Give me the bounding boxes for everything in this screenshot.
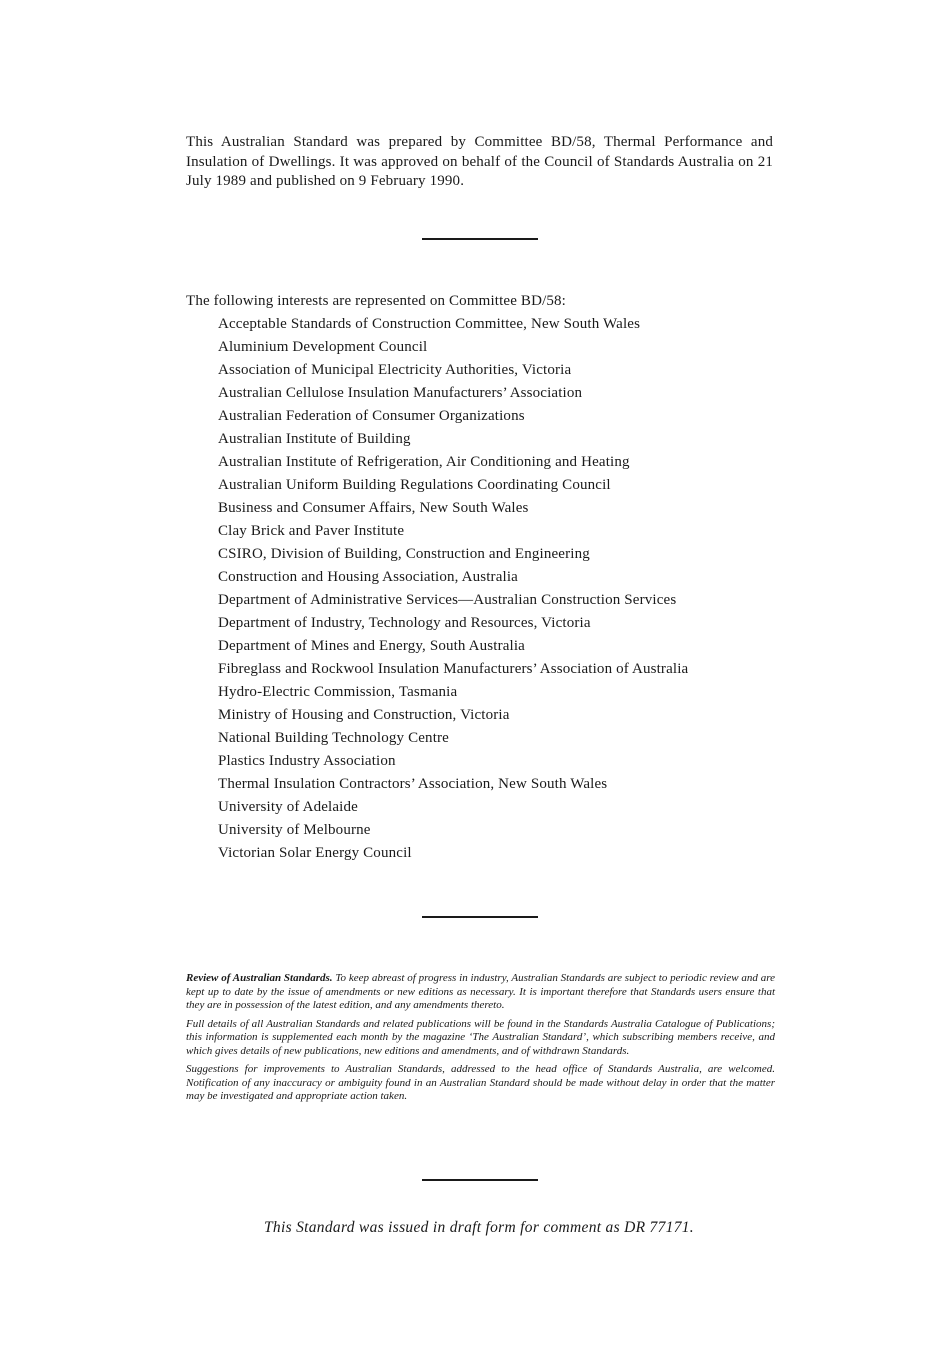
committee-member: Fibreglass and Rockwool Insulation Manufacturers’ Association of Australia xyxy=(218,661,689,677)
section-divider xyxy=(422,238,538,240)
review-notice xyxy=(186,972,775,1109)
committee-member: Ministry of Housing and Construction, Victoria xyxy=(218,707,510,723)
committee-member: Australian Uniform Building Regulations Coordinating Council xyxy=(218,477,611,493)
committee-member: Aluminium Development Council xyxy=(218,339,428,355)
committee-member: University of Adelaide xyxy=(218,799,358,815)
committee-member: National Building Technology Centre xyxy=(218,730,449,746)
committee-member: Department of Mines and Energy, South Australia xyxy=(218,638,525,654)
committee-member: Australian Institute of Building xyxy=(218,431,411,447)
suggestions-paragraph: Suggestions for improvements to Australian Standards, addressed to the head office of Standards Australia, are welcomed. Notification of any inaccuracy or ambiguity found in an Australian Standard should be made without delay in order that the matter may be investigated and appropriate action taken. xyxy=(186,1063,775,1102)
committee-member: Department of Administrative Services—Australian Construction Services xyxy=(218,592,677,608)
committee-member: CSIRO, Division of Building, Construction and Engineering xyxy=(218,546,590,562)
committee-member: Plastics Industry Association xyxy=(218,753,396,769)
committee-member: Thermal Insulation Contractors’ Association, New South Wales xyxy=(218,776,608,792)
committee-member: Department of Industry, Technology and Resources, Victoria xyxy=(218,615,591,631)
review-lead: Review of Australian Standards. xyxy=(186,972,333,984)
section-divider xyxy=(422,1179,538,1181)
committee-member: Construction and Housing Association, Australia xyxy=(218,569,518,585)
committee-member-list xyxy=(218,314,688,866)
committee-member: University of Melbourne xyxy=(218,822,371,838)
committee-member: Hydro-Electric Commission, Tasmania xyxy=(218,684,458,700)
committee-member: Clay Brick and Paver Institute xyxy=(218,523,405,539)
committee-heading: The following interests are represented on Committee BD/58: xyxy=(186,293,567,309)
preparation-statement: This Australian Standard was prepared by Committee BD/58, Thermal Performance and Insulation of Dwellings. It was approved on behalf of the Council of Standards Australia on 21 July 1989 and published on 9 February 1990. xyxy=(186,134,773,189)
committee-member: Acceptable Standards of Construction Committee, New South Wales xyxy=(218,316,641,332)
committee-member: Association of Municipal Electricity Authorities, Victoria xyxy=(218,362,572,378)
review-text: To keep abreast of progress in industry, Australian Standards are subject to periodic review and are kept up to date by the issue of amendments or new editions as necessary. It is important therefore that Standards users ensure that they are in possession of the latest edition, and any amendments thereto. xyxy=(186,972,775,1011)
committee-member: Australian Cellulose Insulation Manufacturers’ Association xyxy=(218,385,583,401)
committee-member: Australian Institute of Refrigeration, Air Conditioning and Heating xyxy=(218,454,630,470)
committee-member: Business and Consumer Affairs, New South Wales xyxy=(218,500,529,516)
section-divider xyxy=(422,916,538,918)
catalogue-paragraph: Full details of all Australian Standards and related publications will be found in the Standards Australia Catalogue of Publications; this information is supplemented each month by the magazine ‘The Australian Standard’, which subscribing members receive, and which gives details of new publications, new editions and amendments, and of withdrawn Standards. xyxy=(186,1017,775,1057)
committee-member: Victorian Solar Energy Council xyxy=(218,845,412,861)
committee-member: Australian Federation of Consumer Organizations xyxy=(218,408,525,424)
draft-note: This Standard was issued in draft form for comment as DR 77171. xyxy=(264,1219,694,1236)
review-paragraph xyxy=(186,972,775,1013)
